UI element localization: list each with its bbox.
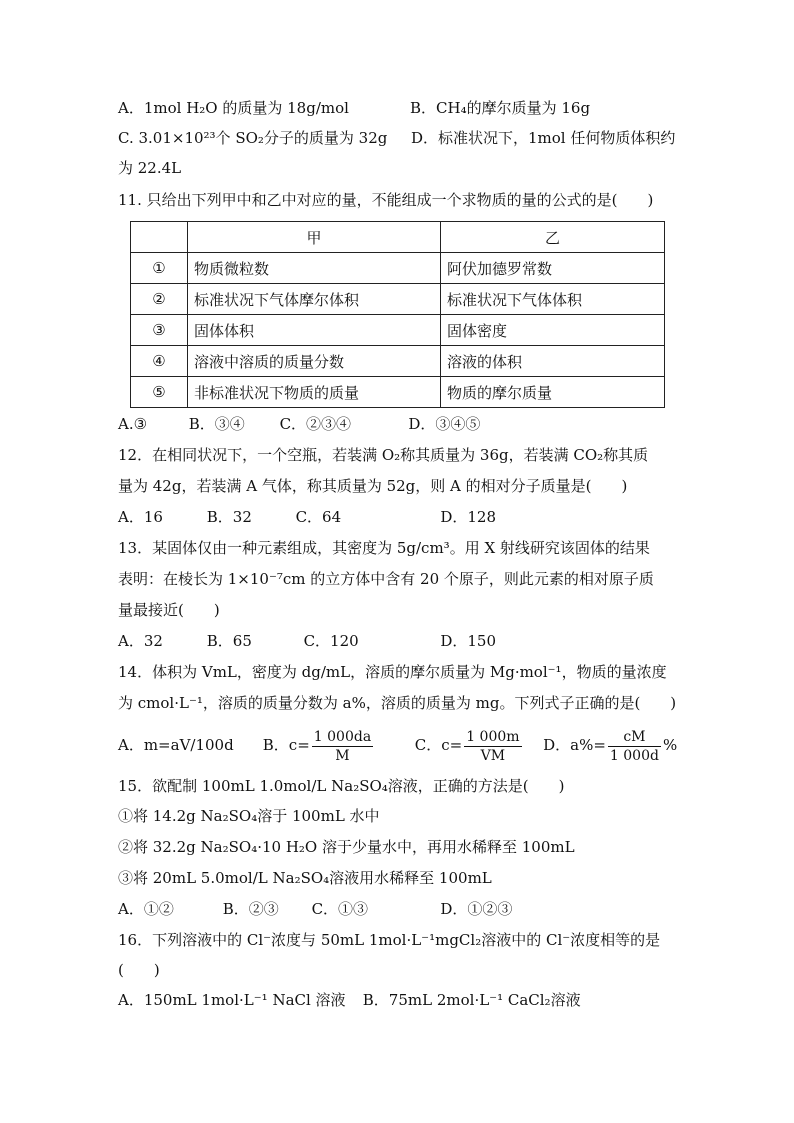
q14-option-b-label: B．c=: [262, 736, 310, 754]
q16-line2: ( ): [118, 961, 160, 979]
table-header-cell: 乙: [441, 222, 665, 253]
fraction-denominator: M: [335, 747, 350, 764]
q10-option-d-text: D．标准状况下，1mol 任何物质体积约: [410, 129, 676, 147]
q12-line2: 量为 42g，若装满 A 气体，称其质量为 52g，则 A 的相对分子质量是( ): [118, 477, 628, 495]
q11-option-a: A.③: [118, 415, 148, 433]
fraction-denominator: VM: [480, 747, 506, 764]
table-header-cell: [131, 222, 188, 253]
table-cell: ⑤: [131, 377, 188, 408]
fraction-numerator: 1 000m: [466, 728, 520, 745]
table-cell: 溶液中溶质的质量分数: [188, 346, 441, 377]
q12-options: [118, 507, 496, 527]
q14-option-d-label: D．a%=: [543, 736, 606, 754]
table-cell: 溶液的体积: [441, 346, 665, 377]
q13-option-d: D．150: [440, 632, 497, 650]
q15-options: [118, 899, 512, 919]
fraction-numerator: cM: [608, 728, 661, 747]
q13-line2: 表明：在棱长为 1×10⁻⁷cm 的立方体中含有 20 个原子，则此元素的相对原子质: [118, 570, 654, 588]
q14-option-a: A．m=aV/100d: [118, 736, 234, 754]
q16-options: [118, 990, 581, 1010]
q15-statement-2: ②将 32.2g Na₂SO₄·10 H₂O 溶于少量水中，再用水稀释至 100mL: [118, 838, 575, 856]
q16-option-a: A．150mL 1mol·L⁻¹ NaCl 溶液: [118, 991, 346, 1009]
q15-statement-1: ①将 14.2g Na₂SO₄溶于 100mL 水中: [118, 807, 380, 825]
table-cell: ③: [131, 315, 188, 346]
q15-option-c: C．①③: [311, 900, 369, 918]
q10-option-c: [118, 128, 675, 148]
table-cell: ④: [131, 346, 188, 377]
q11-stem: 11. 只给出下列甲中和乙中对应的量，不能组成一个求物质的量的公式的是( ): [118, 191, 654, 209]
q11-option-d: D．③④⑤: [408, 415, 481, 433]
q15-statement-3: ③将 20mL 5.0mol/L Na₂SO₄溶液用水稀释至 100mL: [118, 869, 492, 887]
fraction-denominator: 1 000d: [609, 747, 659, 764]
q15-option-a: A．①②: [118, 900, 174, 918]
table-row: [131, 315, 665, 346]
table-row: [131, 346, 665, 377]
table-header-cell: 甲: [188, 222, 441, 253]
q11-option-c: C．②③④: [279, 415, 352, 433]
q14-option-d-suffix: %: [662, 736, 678, 754]
table-cell: 非标准状况下物质的质量: [188, 377, 441, 408]
q11-options: [118, 414, 480, 434]
q14-option-c-label: C．c=: [414, 736, 463, 754]
q12-option-b: B．32: [206, 508, 252, 526]
q13-line1: 13．某固体仅由一种元素组成，其密度为 5g/cm³。用 X 射线研究该固体的结果: [118, 539, 650, 557]
q14-option-c-fraction: [464, 728, 521, 765]
q10-option-b: B．CH₄的摩尔质量为 16g: [410, 99, 591, 117]
q11-table: [130, 221, 665, 408]
q16-option-b: B．75mL 2mol·L⁻¹ CaCl₂溶液: [362, 991, 581, 1009]
table-header-row: [131, 222, 665, 253]
q14-option-b: [263, 726, 375, 765]
fraction-numerator: 1 000da: [313, 728, 372, 745]
q14-line1: 14．体积为 VmL，密度为 dg/mL，溶质的摩尔质量为 Mg·mol⁻¹，物质的量浓度: [118, 663, 667, 681]
q13-option-c: C．120: [303, 632, 359, 650]
q13-options: [118, 631, 496, 651]
q10-option-c-text: C. 3.01×10²³个 SO₂分子的质量为 32g: [118, 129, 388, 147]
q10-option-d-cont: 为 22.4L: [118, 159, 182, 177]
q12-option-d: D．128: [440, 508, 497, 526]
table-cell: 标准状况下气体体积: [441, 284, 665, 315]
q15-option-d: D．①②③: [440, 900, 513, 918]
table-row: [131, 377, 665, 408]
q14-option-b-fraction: [312, 728, 373, 765]
table-cell: 标准状况下气体摩尔体积: [188, 284, 441, 315]
q16-line1: 16．下列溶液中的 Cl⁻浓度与 50mL 1mol·L⁻¹mgCl₂溶液中的 Cl⁻浓度相等的是: [118, 931, 661, 949]
table-row: [131, 284, 665, 315]
table-cell: 阿伏加德罗常数: [441, 253, 665, 284]
table-row: [131, 253, 665, 284]
q13-line3: 量最接近( ): [118, 601, 220, 619]
q11-option-b: B．③④: [188, 415, 245, 433]
table-cell: 固体体积: [188, 315, 441, 346]
q15-option-b: B．②③: [222, 900, 279, 918]
table-cell: 物质微粒数: [188, 253, 441, 284]
q14-option-c: [415, 726, 524, 765]
q12-line1: 12．在相同状况下，一个空瓶，若装满 O₂称其质量为 36g，若装满 CO₂称其质: [118, 446, 649, 464]
q15-stem: 15．欲配制 100mL 1.0mol/L Na₂SO₄溶液，正确的方法是( ): [118, 777, 565, 795]
q14-line2: 为 cmol·L⁻¹，溶质的质量分数为 a%，溶质的质量为 mg。下列式子正确的是( ): [118, 694, 677, 712]
q14-options: [118, 726, 677, 765]
q13-option-b: B．65: [206, 632, 252, 650]
q12-option-c: C．64: [295, 508, 342, 526]
table-cell: 物质的摩尔质量: [441, 377, 665, 408]
table-cell: ②: [131, 284, 188, 315]
q14-option-d-fraction: [608, 728, 661, 765]
q12-option-a: A．16: [118, 508, 163, 526]
table-cell: 固体密度: [441, 315, 665, 346]
q13-option-a: A．32: [118, 632, 163, 650]
q10-option-a: A．1mol H₂O 的质量为 18g/mol: [118, 99, 349, 117]
q14-option-d: [543, 726, 677, 765]
table-cell: ①: [131, 253, 188, 284]
